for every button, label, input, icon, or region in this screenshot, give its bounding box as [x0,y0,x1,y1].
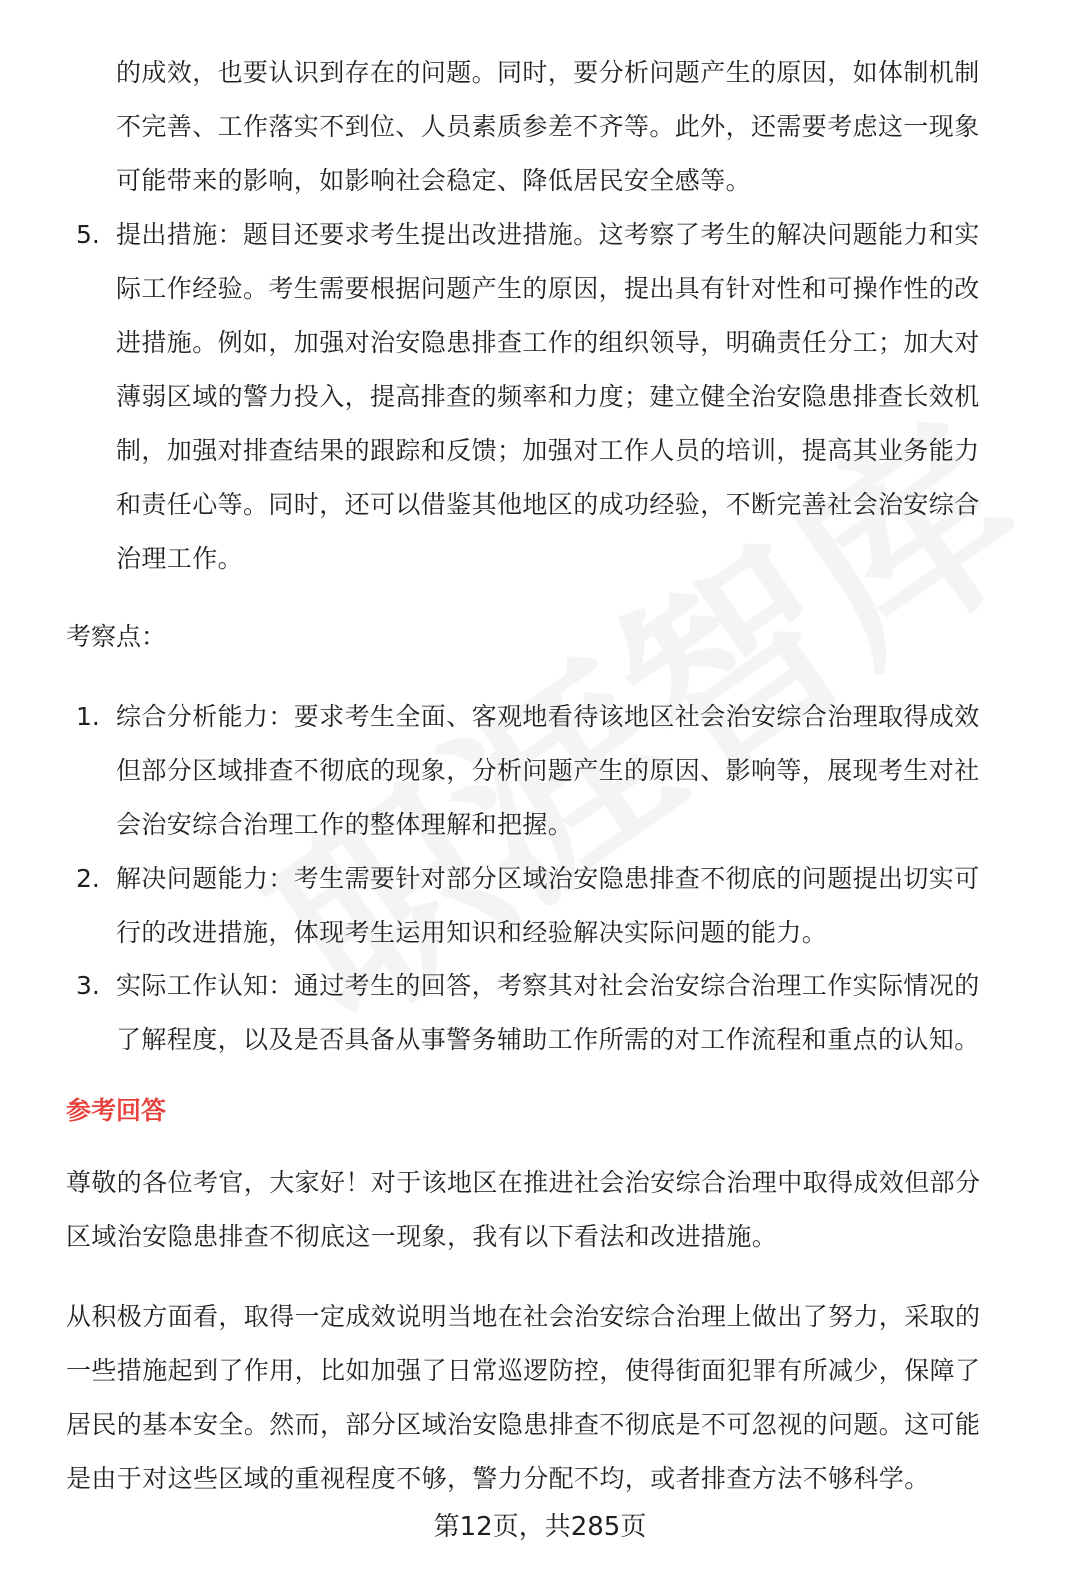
item-4-continuation [0,46,1080,208]
list-item-5 [0,208,1080,586]
text-line: 薄弱区域的警力投入，提高排查的频率和力度；建立健全治安隐患排查长效机 [116,382,980,411]
text-line: 尊敬的各位考官，大家好！对于该地区在推进社会治安综合治理中取得成效但部分 [66,1168,981,1197]
text-line: 会治安综合治理工作的整体理解和把握。 [116,810,574,839]
text-line: 一些措施起到了作用，比如加强了日常巡逻防控，使得街面犯罪有所减少，保障了 [66,1356,981,1385]
text-line: 治理工作。 [116,544,244,573]
list-item-2 [0,852,1080,960]
text-line: 从积极方面看，取得一定成效说明当地在社会治安综合治理上做出了努力，采取的 [66,1302,981,1331]
section-heading-reference: 参考回答 [66,1096,167,1125]
text-line: 制，加强对排查结果的跟踪和反馈；加强对工作人员的培训，提高其业务能力 [116,436,980,465]
list-number: 2. [76,864,100,893]
list-number: 1. [76,702,100,731]
text-line: 区域治安隐患排查不彻底这一现象，我有以下看法和改进措施。 [66,1222,778,1251]
section-heading-kaochadian: 考察点： [66,622,167,651]
page-number-footer: 第12页，共285页 [433,1512,647,1542]
text-line: 了解程度，以及是否具备从事警务辅助工作所需的对工作流程和重点的认知。 [116,1025,980,1054]
text-line: 不完善、工作落实不到位、人员素质参差不齐等。此外，还需要考虑这一现象 [116,112,980,141]
list-item-1 [0,690,1080,852]
list-number: 3. [76,971,100,1000]
text-line: 提出措施：题目还要求考生提出改进措施。这考察了考生的解决问题能力和实 [116,220,980,249]
text-line: 实际工作认知：通过考生的回答，考察其对社会治安综合治理工作实际情况的 [116,971,980,1000]
text-line: 际工作经验。考生需要根据问题产生的原因，提出具有针对性和可操作性的改 [116,274,980,303]
list-number: 5. [76,220,100,249]
text-line: 综合分析能力：要求考生全面、客观地看待该地区社会治安综合治理取得成效 [116,702,980,731]
list-item-3 [0,959,1080,1067]
text-line: 居民的基本安全。然而，部分区域治安隐患排查不彻底是不可忽视的问题。这可能 [66,1410,981,1439]
text-line: 是由于对这些区域的重视程度不够，警力分配不均，或者排查方法不够科学。 [66,1464,930,1493]
reference-paragraph-1 [0,1156,1080,1264]
text-line: 的成效，也要认识到存在的问题。同时，要分析问题产生的原因，如体制机制 [116,58,980,87]
text-line: 进措施。例如，加强对治安隐患排查工作的组织领导，明确责任分工；加大对 [116,328,980,357]
text-line: 但部分区域排查不彻底的现象，分析问题产生的原因、影响等，展现考生对社 [116,756,980,785]
text-line: 解决问题能力：考生需要针对部分区域治安隐患排查不彻底的问题提出切实可 [116,864,980,893]
text-line: 行的改进措施，体现考生运用知识和经验解决实际问题的能力。 [116,918,828,947]
reference-paragraph-2 [0,1290,1080,1506]
text-line: 可能带来的影响，如影响社会稳定、降低居民安全感等。 [116,166,752,195]
text-line: 和责任心等。同时，还可以借鉴其他地区的成功经验，不断完善社会治安综合 [116,490,980,519]
